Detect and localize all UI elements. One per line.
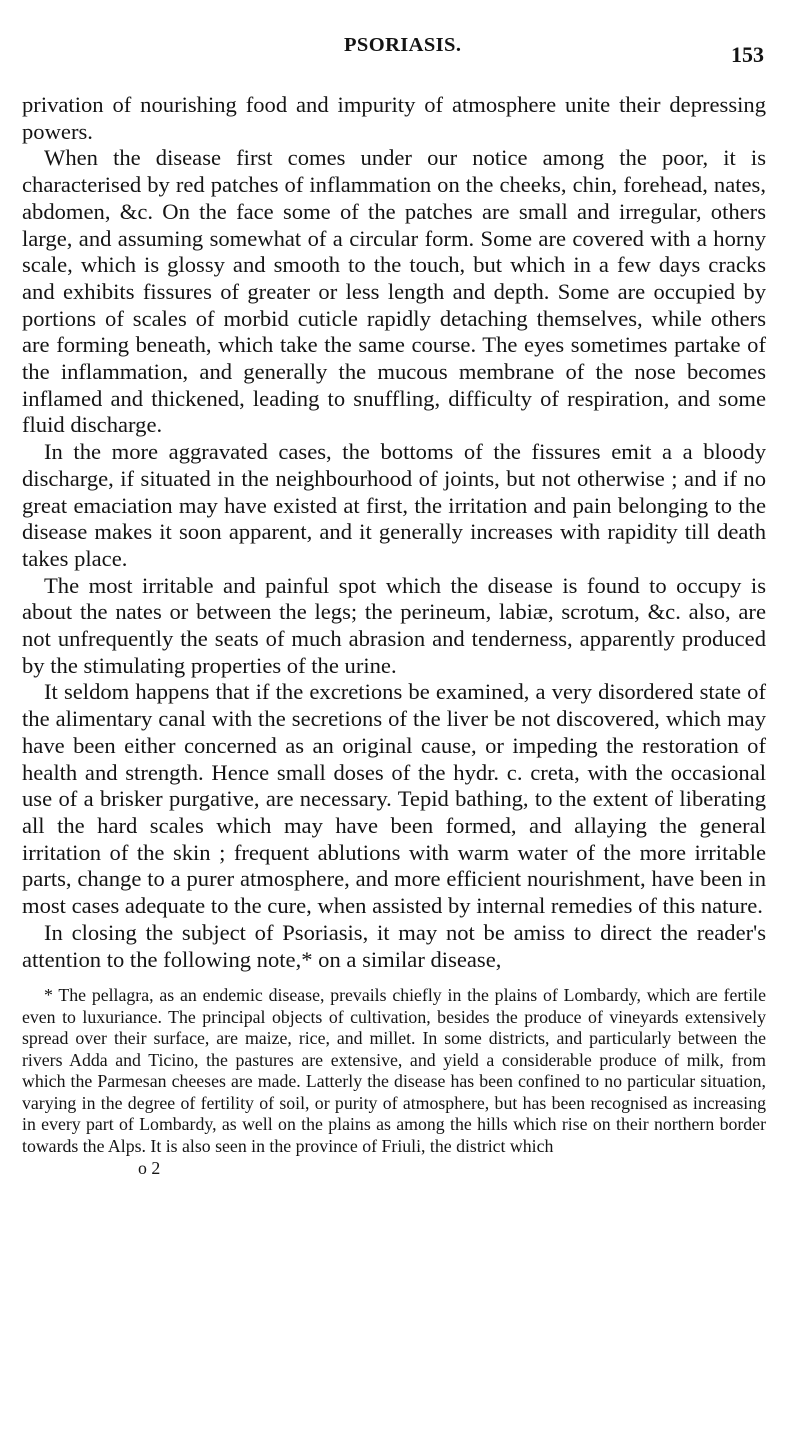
paragraph: In the more aggravated cases, the bottoms of the fissures emit a a bloody discharge, if situated in the neighbourhood of joints, but not otherwise ; and if no great emaciation may have existed at first, the irritation and pain belonging to the disease makes it soon apparent, and it generally increases with rapidity till death takes place. [22, 439, 766, 571]
paragraph: It seldom happens that if the excretions be examined, a very disordered state of the alimentary canal with the secretions of the liver be not discovered, which may have been either concerned as an original cause, or impeding the restoration of health and strength. Hence small doses of the hydr. c. creta, with the occasional use of a brisker purgative, are necessary. Tepid bathing, to the extent of liberating all the hard scales which may have been formed, and allaying the general irritation of the skin ; frequent ablutions with warm water of the more irritable parts, change to a purer atmosphere, and more efficient nourishment, have been in most cases adequate to the cure, when assisted by internal remedies of this nature. [22, 679, 766, 919]
page-number: 153 [731, 42, 764, 67]
running-head-title: PSORIASIS. [344, 34, 462, 56]
signature-mark: o 2 [138, 1158, 161, 1179]
body-text [22, 92, 766, 973]
paragraph: When the disease first comes under our notice among the poor, it is characterised by red patches of inflammation on the cheeks, chin, forehead, nates, abdomen, &c. On the face some of the patches are small and irregular, others large, and assuming somewhat of a circular form. Some are covered with a horny scale, which is glossy and smooth to the touch, but which in a few days cracks and exhibits fissures of greater or less length and depth. Some are occupied by portions of scales of morbid cuticle rapidly detaching themselves, while others are forming beneath, which take the same course. The eyes sometimes partake of the inflammation, and generally the mucous membrane of the nose becomes inflamed and thickened, leading to snuffling, difficulty of respiration, and some fluid discharge. [22, 145, 766, 438]
footnote-text: * The pellagra, as an endemic disease, prevails chiefly in the plains of Lombardy, which are fertile even to luxuriance. The principal objects of cultivation, besides the produce of vineyards extensively spread over their surface, are maize, rice, and millet. In some districts, and particularly between the rivers Adda and Ticino, the pastures are extensive, and yield a considerable produce of milk, from which the Parmesan cheeses are made. Latterly the disease has been confined to no particular situation, varying in the degree of fertility of soil, or purity of atmosphere, but has been recognised as increasing in every part of Lombardy, as well on the plains as among the hills which rise on their northern border towards the Alps. It is also seen in the province of Friuli, the district which [22, 985, 766, 1156]
footnote [22, 985, 766, 1157]
paragraph: In closing the subject of Psoriasis, it may not be amiss to direct the reader's attention to the following note,* on a similar disease, [22, 919, 766, 972]
running-head [22, 34, 766, 92]
paragraph: privation of nourishing food and impurity of atmosphere unite their depressing powers. [22, 92, 766, 144]
paragraph: The most irritable and painful spot which the disease is found to occupy is about the nates or between the legs; the perineum, labiæ, scrotum, &c. also, are not unfrequently the seats of much abrasion and tenderness, apparently produced by the stimulating properties of the urine. [22, 572, 766, 678]
